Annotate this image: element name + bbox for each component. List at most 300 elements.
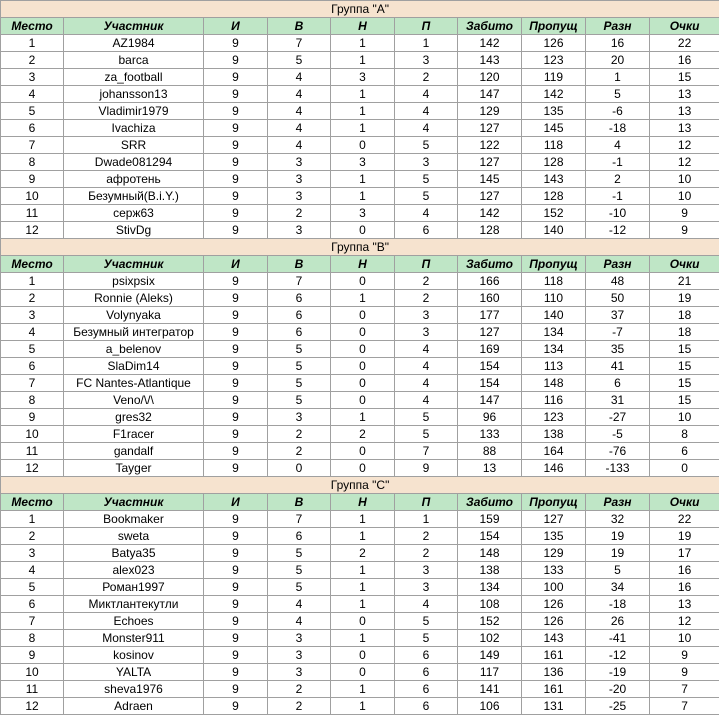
cell-conceded: 110 — [522, 290, 586, 307]
cell-scored: 141 — [458, 681, 522, 698]
table-row — [1, 375, 719, 392]
cell-wins: 6 — [268, 290, 331, 307]
cell-place: 3 — [1, 307, 64, 324]
table-row — [1, 596, 719, 613]
cell-conceded: 126 — [522, 613, 586, 630]
cell-place: 1 — [1, 35, 64, 52]
cell-losses: 5 — [395, 409, 458, 426]
cell-losses: 4 — [395, 341, 458, 358]
column-header-participant: Участник — [64, 256, 204, 273]
cell-wins: 2 — [268, 205, 331, 222]
group-title-row — [1, 1, 719, 18]
cell-wins: 3 — [268, 188, 331, 205]
cell-draws: 1 — [331, 103, 395, 120]
cell-place: 4 — [1, 86, 64, 103]
cell-wins: 5 — [268, 545, 331, 562]
column-header-place: Место — [1, 494, 64, 511]
cell-draws: 3 — [331, 205, 395, 222]
cell-conceded: 123 — [522, 52, 586, 69]
cell-points: 13 — [650, 103, 719, 120]
cell-place: 5 — [1, 579, 64, 596]
cell-scored: 148 — [458, 545, 522, 562]
cell-losses: 2 — [395, 545, 458, 562]
cell-place: 11 — [1, 681, 64, 698]
cell-scored: 127 — [458, 154, 522, 171]
cell-diff: 19 — [586, 528, 650, 545]
cell-wins: 0 — [268, 460, 331, 477]
cell-wins: 2 — [268, 443, 331, 460]
cell-scored: 177 — [458, 307, 522, 324]
cell-participant: Ivachiza — [64, 120, 204, 137]
cell-conceded: 127 — [522, 511, 586, 528]
cell-games: 9 — [204, 443, 268, 460]
cell-participant: Vladimir1979 — [64, 103, 204, 120]
cell-diff: -10 — [586, 205, 650, 222]
cell-place: 11 — [1, 443, 64, 460]
cell-participant: AZ1984 — [64, 35, 204, 52]
column-header-conceded: Пропущ — [522, 494, 586, 511]
cell-points: 15 — [650, 341, 719, 358]
group-title: Группа "В" — [1, 239, 719, 256]
cell-losses: 2 — [395, 290, 458, 307]
cell-draws: 1 — [331, 528, 395, 545]
cell-games: 9 — [204, 681, 268, 698]
group-title-row — [1, 239, 719, 256]
table-row — [1, 188, 719, 205]
cell-diff: -41 — [586, 630, 650, 647]
cell-draws: 3 — [331, 69, 395, 86]
column-header-participant: Участник — [64, 18, 204, 35]
cell-games: 9 — [204, 171, 268, 188]
cell-conceded: 164 — [522, 443, 586, 460]
cell-scored: 142 — [458, 35, 522, 52]
cell-place: 6 — [1, 596, 64, 613]
cell-place: 12 — [1, 222, 64, 239]
cell-points: 19 — [650, 528, 719, 545]
cell-scored: 127 — [458, 120, 522, 137]
cell-games: 9 — [204, 698, 268, 715]
column-header-draws: Н — [331, 256, 395, 273]
cell-losses: 3 — [395, 52, 458, 69]
cell-points: 10 — [650, 630, 719, 647]
cell-games: 9 — [204, 222, 268, 239]
cell-scored: 117 — [458, 664, 522, 681]
cell-scored: 127 — [458, 324, 522, 341]
table-row — [1, 426, 719, 443]
cell-draws: 0 — [331, 358, 395, 375]
cell-conceded: 123 — [522, 409, 586, 426]
cell-participant: Ronnie (Aleks) — [64, 290, 204, 307]
cell-conceded: 136 — [522, 664, 586, 681]
column-header-place: Место — [1, 18, 64, 35]
cell-diff: 34 — [586, 579, 650, 596]
cell-games: 9 — [204, 341, 268, 358]
cell-participant: Bookmaker — [64, 511, 204, 528]
cell-wins: 6 — [268, 307, 331, 324]
table-row — [1, 511, 719, 528]
cell-place: 9 — [1, 647, 64, 664]
cell-draws: 0 — [331, 664, 395, 681]
cell-losses: 5 — [395, 188, 458, 205]
cell-conceded: 128 — [522, 154, 586, 171]
column-header-diff: Разн — [586, 18, 650, 35]
table-row — [1, 120, 719, 137]
cell-losses: 4 — [395, 358, 458, 375]
cell-losses: 6 — [395, 698, 458, 715]
cell-scored: 145 — [458, 171, 522, 188]
cell-wins: 3 — [268, 664, 331, 681]
cell-points: 8 — [650, 426, 719, 443]
cell-wins: 3 — [268, 409, 331, 426]
cell-draws: 1 — [331, 35, 395, 52]
column-header-conceded: Пропущ — [522, 256, 586, 273]
cell-diff: 5 — [586, 86, 650, 103]
cell-diff: -18 — [586, 120, 650, 137]
cell-losses: 4 — [395, 86, 458, 103]
cell-diff: 26 — [586, 613, 650, 630]
column-header-losses: П — [395, 494, 458, 511]
table-row — [1, 324, 719, 341]
cell-wins: 6 — [268, 528, 331, 545]
cell-conceded: 135 — [522, 103, 586, 120]
column-header-points: Очки — [650, 256, 719, 273]
cell-diff: 4 — [586, 137, 650, 154]
column-header-draws: Н — [331, 18, 395, 35]
cell-diff: -7 — [586, 324, 650, 341]
cell-wins: 5 — [268, 358, 331, 375]
cell-conceded: 129 — [522, 545, 586, 562]
column-header-wins: В — [268, 256, 331, 273]
cell-diff: -27 — [586, 409, 650, 426]
cell-games: 9 — [204, 647, 268, 664]
cell-participant: Безумный интегратор — [64, 324, 204, 341]
cell-conceded: 116 — [522, 392, 586, 409]
cell-diff: -76 — [586, 443, 650, 460]
cell-losses: 5 — [395, 630, 458, 647]
cell-diff: 35 — [586, 341, 650, 358]
cell-losses: 2 — [395, 273, 458, 290]
cell-conceded: 161 — [522, 681, 586, 698]
cell-scored: 166 — [458, 273, 522, 290]
cell-place: 7 — [1, 613, 64, 630]
column-header-games: И — [204, 256, 268, 273]
cell-place: 2 — [1, 290, 64, 307]
cell-diff: -133 — [586, 460, 650, 477]
cell-conceded: 118 — [522, 137, 586, 154]
cell-games: 9 — [204, 460, 268, 477]
cell-points: 15 — [650, 358, 719, 375]
cell-losses: 3 — [395, 324, 458, 341]
standings-body — [1, 1, 719, 715]
cell-points: 9 — [650, 205, 719, 222]
cell-place: 10 — [1, 664, 64, 681]
cell-losses: 2 — [395, 528, 458, 545]
cell-draws: 0 — [331, 613, 395, 630]
cell-conceded: 143 — [522, 171, 586, 188]
cell-wins: 7 — [268, 273, 331, 290]
column-header-losses: П — [395, 18, 458, 35]
column-header-points: Очки — [650, 494, 719, 511]
cell-wins: 4 — [268, 613, 331, 630]
cell-points: 0 — [650, 460, 719, 477]
cell-games: 9 — [204, 273, 268, 290]
cell-games: 9 — [204, 103, 268, 120]
cell-scored: 159 — [458, 511, 522, 528]
table-row — [1, 86, 719, 103]
cell-place: 10 — [1, 426, 64, 443]
cell-losses: 4 — [395, 103, 458, 120]
cell-games: 9 — [204, 290, 268, 307]
cell-participant: Tayger — [64, 460, 204, 477]
cell-games: 9 — [204, 545, 268, 562]
cell-participant: Безумный(B.i.Y.) — [64, 188, 204, 205]
cell-losses: 3 — [395, 579, 458, 596]
cell-games: 9 — [204, 307, 268, 324]
cell-games: 9 — [204, 205, 268, 222]
cell-wins: 5 — [268, 52, 331, 69]
table-row — [1, 460, 719, 477]
cell-wins: 3 — [268, 154, 331, 171]
table-row — [1, 681, 719, 698]
cell-wins: 7 — [268, 511, 331, 528]
cell-draws: 0 — [331, 137, 395, 154]
cell-conceded: 138 — [522, 426, 586, 443]
cell-participant: za_football — [64, 69, 204, 86]
cell-place: 3 — [1, 545, 64, 562]
cell-games: 9 — [204, 324, 268, 341]
cell-draws: 1 — [331, 120, 395, 137]
cell-points: 18 — [650, 307, 719, 324]
cell-wins: 4 — [268, 69, 331, 86]
table-row — [1, 664, 719, 681]
cell-points: 15 — [650, 375, 719, 392]
cell-diff: 1 — [586, 69, 650, 86]
cell-place: 5 — [1, 103, 64, 120]
cell-participant: gres32 — [64, 409, 204, 426]
column-header-place: Место — [1, 256, 64, 273]
cell-games: 9 — [204, 664, 268, 681]
cell-participant: Dwade081294 — [64, 154, 204, 171]
cell-losses: 1 — [395, 511, 458, 528]
cell-scored: 134 — [458, 579, 522, 596]
cell-draws: 0 — [331, 341, 395, 358]
cell-scored: 154 — [458, 375, 522, 392]
cell-scored: 122 — [458, 137, 522, 154]
table-row — [1, 698, 719, 715]
cell-diff: 37 — [586, 307, 650, 324]
cell-place: 2 — [1, 52, 64, 69]
cell-diff: -12 — [586, 647, 650, 664]
cell-games: 9 — [204, 562, 268, 579]
cell-participant: sheva1976 — [64, 681, 204, 698]
cell-draws: 1 — [331, 698, 395, 715]
cell-points: 10 — [650, 171, 719, 188]
cell-games: 9 — [204, 137, 268, 154]
cell-scored: 96 — [458, 409, 522, 426]
table-row — [1, 443, 719, 460]
cell-losses: 6 — [395, 664, 458, 681]
cell-place: 2 — [1, 528, 64, 545]
table-row — [1, 171, 719, 188]
cell-draws: 1 — [331, 630, 395, 647]
cell-scored: 143 — [458, 52, 522, 69]
table-row — [1, 205, 719, 222]
cell-wins: 3 — [268, 630, 331, 647]
cell-place: 4 — [1, 562, 64, 579]
cell-points: 10 — [650, 409, 719, 426]
cell-scored: 149 — [458, 647, 522, 664]
cell-wins: 4 — [268, 103, 331, 120]
table-row — [1, 579, 719, 596]
cell-diff: -6 — [586, 103, 650, 120]
cell-scored: 169 — [458, 341, 522, 358]
cell-points: 9 — [650, 222, 719, 239]
table-row — [1, 222, 719, 239]
cell-participant: SlaDim14 — [64, 358, 204, 375]
cell-conceded: 146 — [522, 460, 586, 477]
cell-diff: -19 — [586, 664, 650, 681]
cell-participant: sweta — [64, 528, 204, 545]
cell-games: 9 — [204, 409, 268, 426]
cell-games: 9 — [204, 630, 268, 647]
column-header-losses: П — [395, 256, 458, 273]
cell-losses: 3 — [395, 307, 458, 324]
cell-scored: 88 — [458, 443, 522, 460]
cell-draws: 0 — [331, 375, 395, 392]
cell-participant: афротень — [64, 171, 204, 188]
cell-diff: 16 — [586, 35, 650, 52]
cell-scored: 129 — [458, 103, 522, 120]
cell-points: 15 — [650, 392, 719, 409]
cell-draws: 3 — [331, 154, 395, 171]
cell-wins: 2 — [268, 698, 331, 715]
cell-diff: 19 — [586, 545, 650, 562]
cell-losses: 6 — [395, 681, 458, 698]
cell-diff: -1 — [586, 154, 650, 171]
cell-draws: 1 — [331, 409, 395, 426]
cell-losses: 5 — [395, 613, 458, 630]
cell-place: 4 — [1, 324, 64, 341]
cell-draws: 0 — [331, 460, 395, 477]
cell-losses: 4 — [395, 392, 458, 409]
cell-conceded: 134 — [522, 324, 586, 341]
cell-conceded: 100 — [522, 579, 586, 596]
table-row — [1, 392, 719, 409]
cell-draws: 1 — [331, 596, 395, 613]
cell-losses: 1 — [395, 35, 458, 52]
column-header-points: Очки — [650, 18, 719, 35]
cell-diff: 31 — [586, 392, 650, 409]
cell-scored: 147 — [458, 86, 522, 103]
cell-conceded: 140 — [522, 222, 586, 239]
cell-scored: 154 — [458, 528, 522, 545]
cell-place: 1 — [1, 511, 64, 528]
cell-diff: -25 — [586, 698, 650, 715]
cell-games: 9 — [204, 86, 268, 103]
column-header-row — [1, 18, 719, 35]
cell-points: 21 — [650, 273, 719, 290]
column-header-diff: Разн — [586, 256, 650, 273]
cell-wins: 3 — [268, 222, 331, 239]
cell-points: 16 — [650, 579, 719, 596]
cell-games: 9 — [204, 375, 268, 392]
table-row — [1, 154, 719, 171]
cell-scored: 152 — [458, 613, 522, 630]
cell-points: 9 — [650, 664, 719, 681]
cell-wins: 5 — [268, 375, 331, 392]
cell-conceded: 133 — [522, 562, 586, 579]
cell-points: 13 — [650, 86, 719, 103]
cell-diff: 41 — [586, 358, 650, 375]
cell-points: 13 — [650, 120, 719, 137]
cell-place: 5 — [1, 341, 64, 358]
cell-games: 9 — [204, 188, 268, 205]
cell-games: 9 — [204, 154, 268, 171]
cell-scored: 160 — [458, 290, 522, 307]
cell-participant: gandalf — [64, 443, 204, 460]
cell-draws: 0 — [331, 443, 395, 460]
cell-conceded: 142 — [522, 86, 586, 103]
cell-losses: 4 — [395, 596, 458, 613]
cell-losses: 4 — [395, 120, 458, 137]
cell-participant: johansson13 — [64, 86, 204, 103]
table-row — [1, 103, 719, 120]
cell-draws: 1 — [331, 562, 395, 579]
table-row — [1, 647, 719, 664]
cell-points: 6 — [650, 443, 719, 460]
cell-draws: 0 — [331, 273, 395, 290]
cell-scored: 142 — [458, 205, 522, 222]
column-header-diff: Разн — [586, 494, 650, 511]
cell-points: 7 — [650, 681, 719, 698]
cell-wins: 5 — [268, 579, 331, 596]
cell-conceded: 119 — [522, 69, 586, 86]
cell-diff: -18 — [586, 596, 650, 613]
cell-draws: 0 — [331, 307, 395, 324]
cell-scored: 154 — [458, 358, 522, 375]
cell-place: 1 — [1, 273, 64, 290]
cell-participant: SRR — [64, 137, 204, 154]
table-row — [1, 52, 719, 69]
cell-place: 3 — [1, 69, 64, 86]
table-row — [1, 307, 719, 324]
cell-participant: серж63 — [64, 205, 204, 222]
cell-draws: 0 — [331, 222, 395, 239]
cell-wins: 4 — [268, 596, 331, 613]
cell-losses: 5 — [395, 171, 458, 188]
cell-participant: Echoes — [64, 613, 204, 630]
cell-conceded: 128 — [522, 188, 586, 205]
cell-points: 15 — [650, 69, 719, 86]
cell-diff: 50 — [586, 290, 650, 307]
cell-participant: alex023 — [64, 562, 204, 579]
cell-place: 12 — [1, 460, 64, 477]
cell-diff: -5 — [586, 426, 650, 443]
cell-diff: 20 — [586, 52, 650, 69]
cell-conceded: 135 — [522, 528, 586, 545]
cell-conceded: 152 — [522, 205, 586, 222]
column-header-participant: Участник — [64, 494, 204, 511]
cell-games: 9 — [204, 392, 268, 409]
cell-participant: barca — [64, 52, 204, 69]
cell-losses: 4 — [395, 205, 458, 222]
cell-diff: 48 — [586, 273, 650, 290]
cell-losses: 5 — [395, 426, 458, 443]
cell-place: 7 — [1, 137, 64, 154]
cell-scored: 147 — [458, 392, 522, 409]
cell-losses: 3 — [395, 154, 458, 171]
cell-diff: 32 — [586, 511, 650, 528]
